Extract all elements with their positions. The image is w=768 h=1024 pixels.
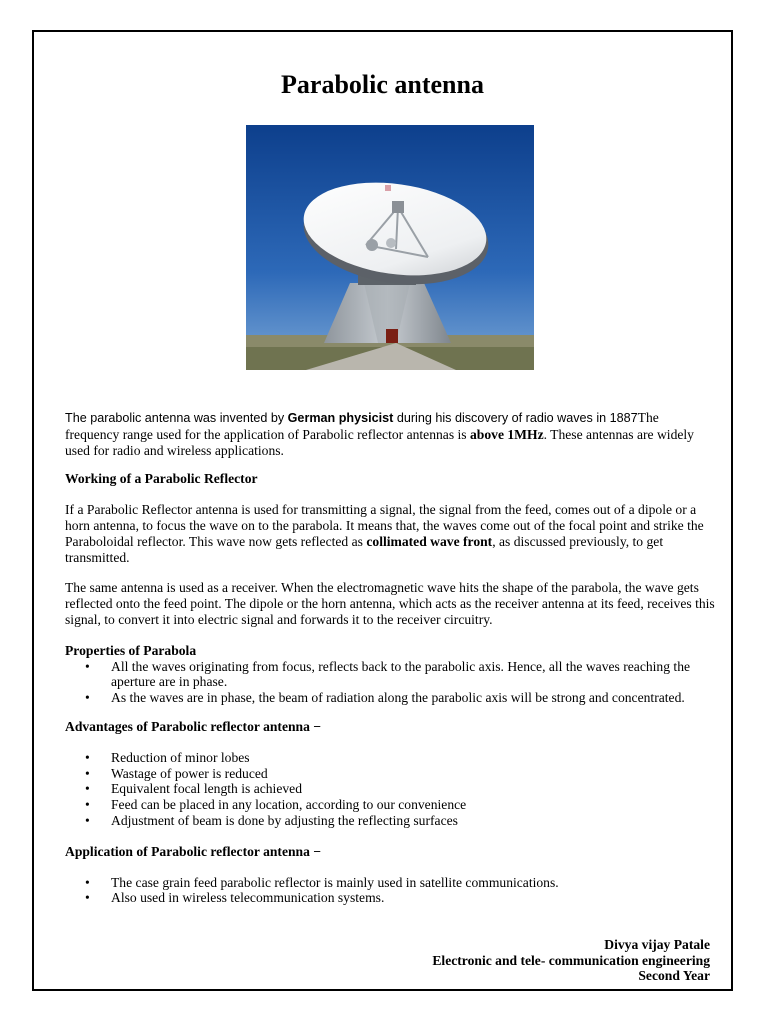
list-item: • As the waves are in phase, the beam of radiation along the parabolic axis will be strong and concentrated.: [65, 690, 715, 706]
working-paragraph-2: The same antenna is used as a receiver. When the electromagnetic wave hits the shape of the parabola, the wave gets reflected onto the feed point. The dipole or the horn antenna, which acts as the receiver antenna at its feed, receives this signal, to convert it into electric signal and forwards it to the receiver circuitry.: [65, 580, 715, 627]
intro-bold-1: German physicist: [287, 411, 394, 425]
list-item: • Equivalent focal length is achieved: [65, 781, 715, 797]
properties-list: [65, 659, 715, 706]
working-bold: collimated wave front: [366, 533, 493, 549]
article-body: [65, 410, 715, 906]
author-year: Second Year: [638, 968, 710, 983]
list-item: • All the waves originating from focus, reflects back to the parabolic axis. Hence, all the waves reaching the aperture are in phase.: [65, 659, 715, 691]
list-item: • Wastage of power is reduced: [65, 766, 715, 782]
properties-heading: Properties of Parabola: [65, 642, 197, 658]
intro-text-4: . These antennas are widely used for radio and wireless applications.: [65, 426, 694, 458]
list-item: • The case grain feed parabolic reflector is mainly used in satellite communications.: [65, 875, 715, 891]
working-paragraph-1: [65, 502, 715, 565]
intro-text-3: The frequency range used for the application of Parabolic reflector antennas is: [65, 410, 659, 442]
list-item: • Also used in wireless telecommunication systems.: [65, 890, 715, 906]
working-heading: Working of a Parabolic Reflector: [65, 471, 258, 487]
advantages-heading: Advantages of Parabolic reflector antenna −: [65, 718, 322, 734]
intro-text-1: The parabolic antenna was invented by: [65, 411, 288, 425]
working-text-1: If a Parabolic Reflector antenna is used for transmitting a signal, the signal from the feed, comes out of a dipole or a horn antenna, to focus the wave on to the parabola. It means that, the waves come out of the focal point and strike the Paraboloidal reflector. This wave now gets reflected as: [65, 502, 704, 549]
antenna-photo: [246, 125, 534, 370]
author-department: Electronic and tele- communication engineering: [432, 952, 710, 968]
intro-bold-2: above 1MHz: [470, 426, 544, 442]
working-text-2: , as discussed previously, to get transmitted.: [65, 533, 664, 565]
author-name: Divya vijay Patale: [604, 937, 710, 952]
list-item: • Feed can be placed in any location, according to our convenience: [65, 797, 715, 813]
intro-text-2: during his discovery of radio waves in 1887: [393, 411, 638, 425]
page-title: Parabolic antenna: [281, 70, 484, 99]
intro-paragraph: [65, 410, 715, 458]
application-heading: Application of Parabolic reflector antenna −: [65, 843, 322, 859]
author-signature: [432, 937, 710, 984]
application-list: [65, 875, 715, 907]
list-item: • Reduction of minor lobes: [65, 750, 715, 766]
document-page: [32, 30, 733, 991]
advantages-list: [65, 750, 715, 829]
list-item: • Adjustment of beam is done by adjusting the reflecting surfaces: [65, 813, 715, 829]
